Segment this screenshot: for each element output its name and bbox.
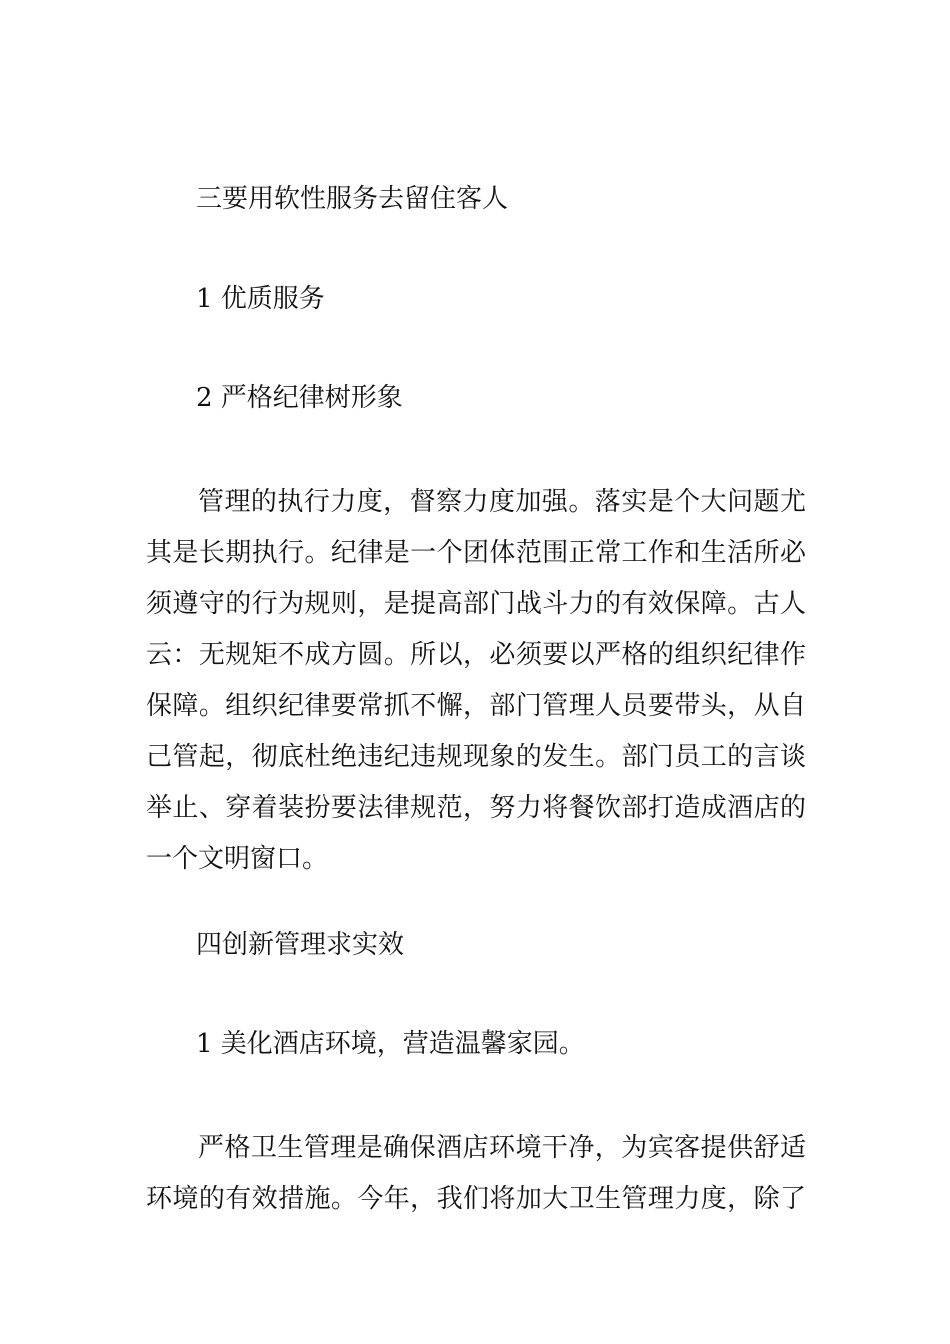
paragraph-line: 举止、穿着装扮要法律规范，努力将餐饮部打造成酒店的 (146, 793, 807, 823)
paragraph-line: 环境的有效措施。今年，我们将加大卫生管理力度，除了 (146, 1184, 807, 1214)
subheading-quality-service: 1 优质服务 (196, 284, 325, 314)
paragraph-line: 严格卫生管理是确保酒店环境干净，为宾客提供舒适 (198, 1133, 807, 1163)
paragraph-line: 须遵守的行为规则，是提高部门战斗力的有效保障。古人 (146, 589, 807, 619)
paragraph-line: 云：无规矩不成方圆。所以，必须要以严格的组织纪律作 (146, 640, 807, 670)
paragraph-line: 其是长期执行。纪律是一个团体范围正常工作和生活所必 (146, 538, 807, 568)
paragraph-discipline (146, 477, 806, 885)
paragraph-line: 管理的执行力度，督察力度加强。落实是个大问题尤 (198, 487, 807, 517)
paragraph-line: 己管起，彻底杜绝违纪违规现象的发生。部门员工的言谈 (146, 742, 807, 772)
subheading-strict-discipline: 2 严格纪律树形象 (196, 383, 403, 413)
paragraph-line: 一个文明窗口。 (146, 844, 329, 874)
section-heading-3: 三要用软性服务去留住客人 (196, 184, 509, 214)
subheading-beautify-environment: 1 美化酒店环境，营造温馨家园。 (196, 1029, 585, 1059)
paragraph-hygiene (146, 1123, 806, 1225)
section-heading-4: 四创新管理求实效 (196, 930, 405, 960)
paragraph-line: 保障。组织纪律要常抓不懈，部门管理人员要带头，从自 (146, 691, 807, 721)
